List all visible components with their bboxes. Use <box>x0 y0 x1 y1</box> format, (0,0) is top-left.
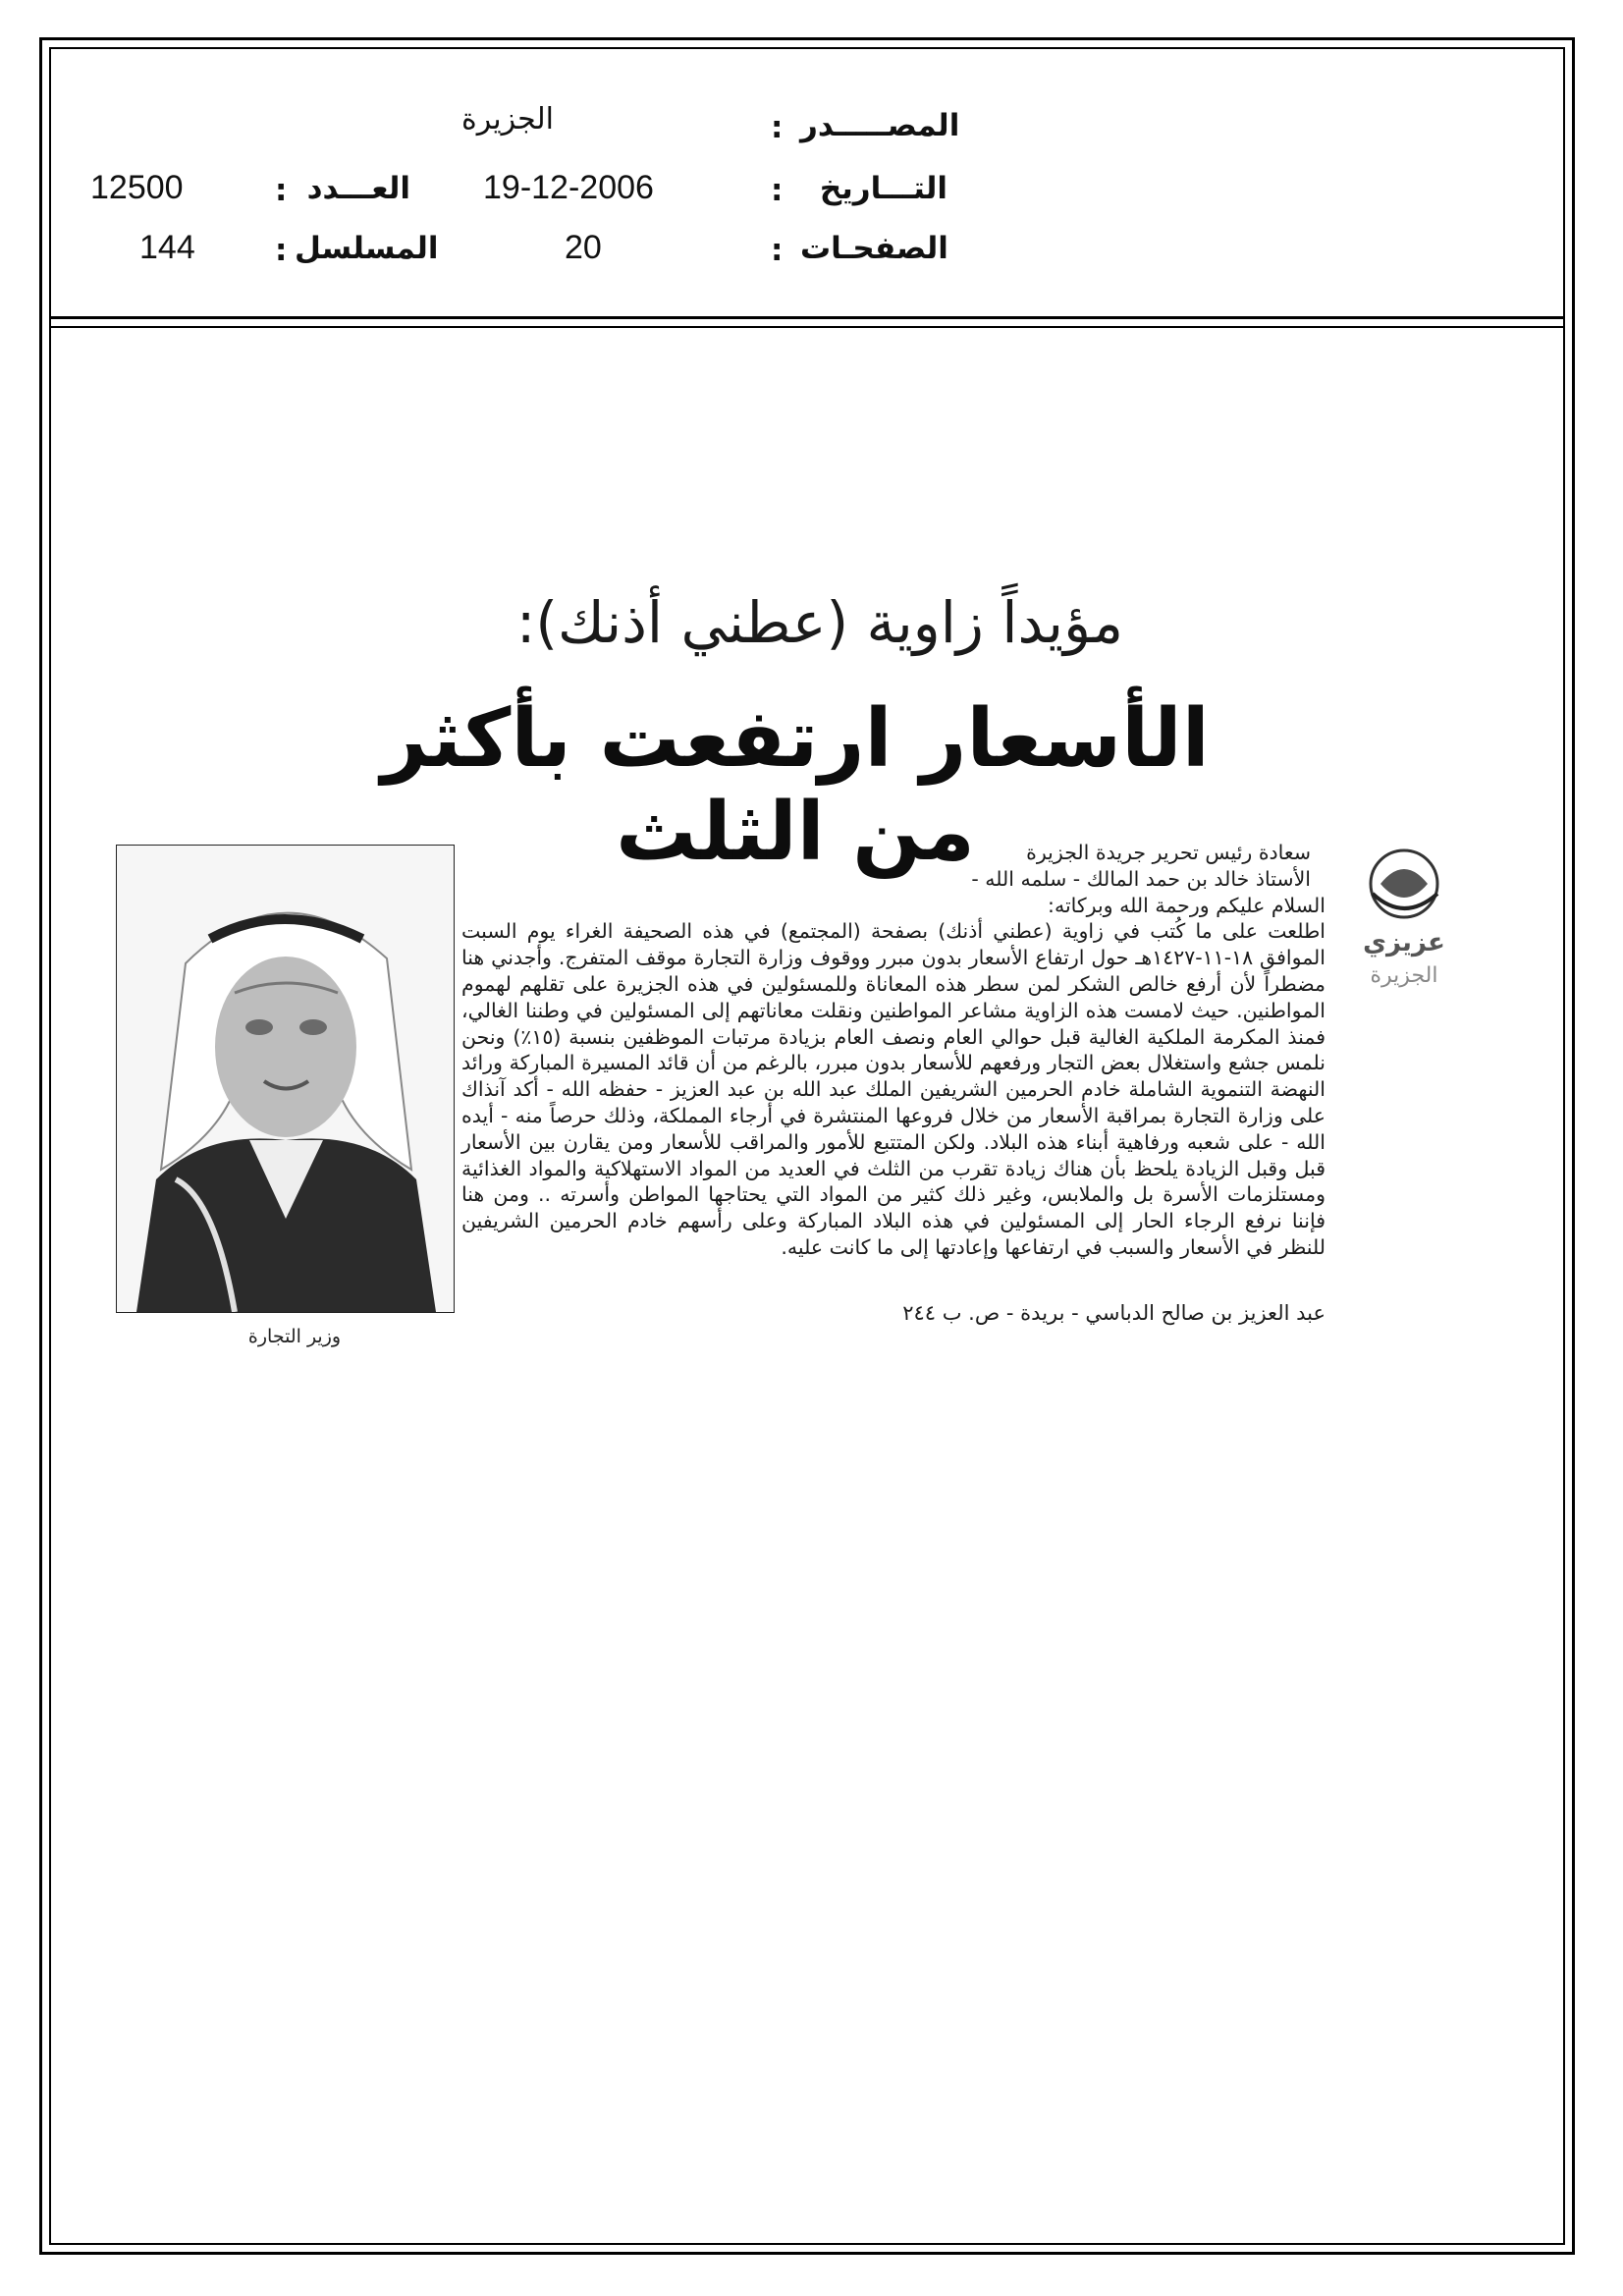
source-colon: : <box>771 110 784 145</box>
logo-text-2: الجزيرة <box>1370 963 1438 988</box>
header-divider <box>49 316 1565 319</box>
pages-label: الصفحـات <box>800 231 948 266</box>
source-value: الجزيرة <box>461 102 555 137</box>
logo-text-1: عزيزي <box>1363 928 1445 957</box>
address-line-1: سعادة رئيس تحرير جريدة الجزيرة <box>1026 841 1311 864</box>
article-signature: عبد العزيز بن صالح الدباسي - بريدة - ص. ب ٢٤٤ <box>902 1301 1325 1325</box>
issue-label: العـــدد <box>306 171 410 206</box>
address-line-2: الأستاذ خالد بن حمد المالك - سلمه الله - <box>971 866 1311 891</box>
source-label: المصـــــدر <box>800 108 960 143</box>
portrait-photo <box>116 845 455 1313</box>
pages-colon: : <box>771 233 784 268</box>
issue-value: 12500 <box>90 169 184 206</box>
header-divider-double <box>49 326 1565 328</box>
serial-colon: : <box>275 233 288 268</box>
article-kicker: مؤيداً زاوية (عطني أذنك): <box>515 589 1124 656</box>
serial-value: 144 <box>139 229 195 266</box>
issue-colon: : <box>275 173 288 208</box>
serial-label: المسلسل <box>295 231 439 266</box>
pages-value: 20 <box>565 229 602 266</box>
date-value: 19-12-2006 <box>483 169 654 206</box>
column-logo <box>1343 835 1471 1011</box>
date-label: التـــاريخ <box>819 171 947 206</box>
article-body <box>461 840 1325 1261</box>
article-headline: الأسعار ارتفعت بأكثر من الثلث <box>381 692 1210 879</box>
greeting: السلام عليكم ورحمة الله وبركاته: <box>1048 893 1325 917</box>
photo-caption: وزير التجارة <box>247 1326 342 1347</box>
date-colon: : <box>771 173 784 208</box>
article-text: اطلعت على ما كُتب في زاوية (عطني أذنك) بصفحة (المجتمع) في هذه الصحيفة الغراء يوم السبت الموافق ١٨-١١-١٤٢٧هـ حول ارتفاع الأسعار بدون مبرر ووقوف وزارة التجارة موقف المتفرج. وأجدني هنا مضطراً لأن أرفع خالص الشكر لمن سطر هذه المعاناة وللمسئولين في هذه الجزيرة على تقلهم لهموم المواطنين. حيث لامست هذه الزاوية مشاعر المواطنين ونقلت معاناتهم إلى المسئولين في وطننا الغالي، فمنذ المكرمة الملكية الغالية قبل حوالي العام ونصف العام بزيادة مرتبات الموظفين بنسبة (١٥٪) ونحن نلمس جشع واستغلال بعض التجار ورفعهم للأسعار بدون مبرر، بالرغم من أن قائد المسيرة المباركة ورائد النهضة التنموية الشاملة خادم الحرمين الشريفين الملك عبد الله بن عبد العزيز - حفظه الله - أكد آنذاك على وزارة التجارة بمراقبة الأسعار من خلال فروعها المنتشرة في أرجاء المملكة، وذلك حرصاً منه - أيده الله - على شعبه ورفاهية أبناء هذه البلاد. ولكن المتتبع للأمور والمراقب للأسعار ومن يقارن بين الأسعار قبل وقبل الزيادة يلحظ بأن هناك زيادة تقرب من الثلث في العديد من المواد الاستهلاكية والمواد الغذائية ومستلزمات الأسرة بل والملابس، وغير ذلك كثير من المواد التي يحتاجها المواطن وأسرته .. ومن هنا فإننا نرفع الرجاء الحار إلى المسئولين في هذه البلاد المباركة وعلى رأسهم خادم الحرمين الشريفين للنظر في الأسعار والسبب في ارتفاعها وإعادتها إلى ما كانت عليه. <box>461 919 1325 1259</box>
